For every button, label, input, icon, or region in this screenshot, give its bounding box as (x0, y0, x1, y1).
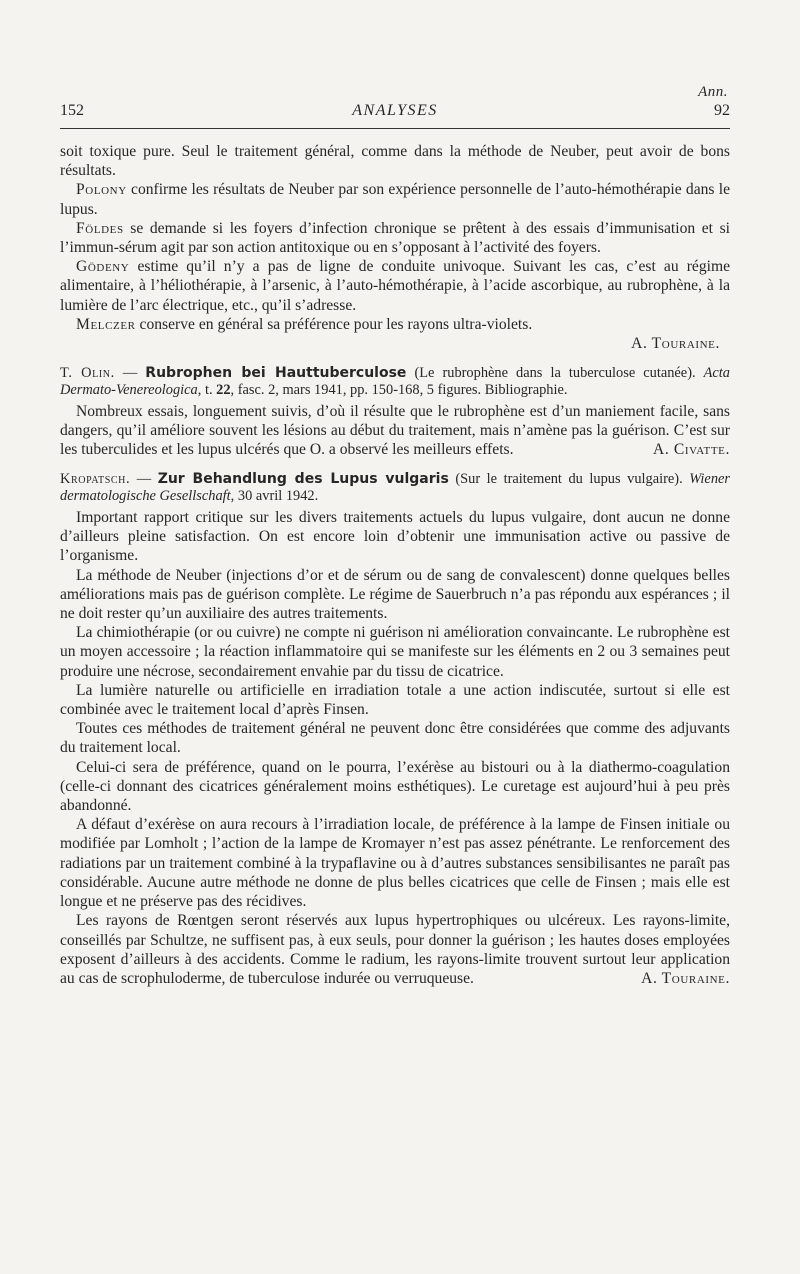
intro-paragraph-3 (60, 219, 730, 257)
entry-translation: (Le rubrophène dans la tuberculose cutanée). (406, 365, 704, 382)
author-name: Melczer (76, 315, 136, 333)
journal-name: Wiener dermatologische Gesellschaft (60, 471, 730, 505)
entry-author: Kropatsch. (60, 471, 131, 488)
review-entry-olin (60, 365, 730, 459)
page-number: 152 (60, 102, 84, 119)
running-header (60, 102, 730, 122)
entry-author: T. Olin. (60, 365, 115, 382)
entry-title: Zur Behandlung des Lupus vulgaris (157, 471, 449, 488)
entry-translation: (Sur le traitement du lupus vulgaire). (448, 471, 690, 488)
entry-body (60, 402, 730, 460)
body-paragraph: La lumière naturelle ou artificielle en irradiation totale a une action indiscutée, surtout si elle est combinée avec le traitement local d’après Finsen. (60, 681, 730, 719)
review-entry-kropatsch (60, 471, 730, 988)
reference-text: , fasc. 2, mars 1941, pp. 150-168, 5 figures. Bibliographie. (230, 382, 568, 399)
journal-name: Acta Dermato-Venereologica (60, 365, 730, 399)
body-paragraph-last (60, 911, 730, 988)
paragraph-text: se demande si les foyers d’infection chronique se prêtent à des essais d’immunisation et si l’immun-sérum agit par son action antitoxique ou en s’opposant à l’activité des foyers. (60, 219, 730, 257)
paragraph-text: estime qu’il n’y a pas de ligne de conduite univoque. Suivant les cas, c’est au régime alimentaire, à l’héliothérapie, à l’arsenic, à l’auto-hémothérapie, à l’acide ascorbique, au rubrophène, à la lumière de l’arc électrique, etc., qu’il s’adresse. (60, 258, 730, 314)
annotation-ann: Ann. (698, 84, 728, 100)
author-name: Földes (76, 219, 124, 237)
paragraph-text: conserve en général sa préférence pour les rayons ultra-violets. (135, 315, 533, 333)
signature (60, 334, 730, 353)
section-title: ANALYSES (352, 102, 438, 119)
intro-paragraph-5 (60, 315, 730, 334)
signature-text: A. Touraine. (631, 335, 720, 353)
page-content (60, 142, 730, 988)
intro-paragraph-4 (60, 257, 730, 315)
paragraph-text: confirme les résultats de Neuber par son expérience personnelle de l’auto-hémothérapie dans le lupus. (60, 181, 730, 218)
body-paragraph: Important rapport critique sur les divers traitements actuels du lupus vulgaire, dont aucun ne donne d’ailleurs pleine satisfaction. On est encore loin d’obtenir une immunisation active ou passive de l’organisme. (60, 509, 730, 565)
body-paragraph: Toutes ces méthodes de traitement général ne peuvent donc être considérées que comme des adjuvants du traitement local. (60, 720, 730, 757)
signature: A. Civatte. (652, 441, 730, 459)
body-paragraph: A défaut d’exérèse on aura recours à l’irradiation locale, de préférence à la lampe de Finsen initiale ou modifiée par Lomholt ; l’action de la lampe de Kromayer n’est pas assez pénétrante. Le renforcement des radiations par un traitement combiné à la trypaflavine ou à d’autres substances sensibilisantes ne paraît pas considérable. Aucune autre méthode ne donne de plus belles cicatrices que celle de Finsen ; mais elle est longue et ne préserve pas des récidives. (60, 816, 730, 911)
entry-body (60, 508, 730, 988)
entry-heading (60, 471, 730, 505)
author-name: Gödeny (76, 258, 130, 276)
header-rule (60, 128, 730, 129)
reference-text: , t. (197, 382, 217, 399)
author-name: Polony (76, 181, 127, 199)
body-paragraph: La méthode de Neuber (injections d’or et de sérum ou de sang de convalescent) donne quelques belles améliorations mais pas de guérison complète. Le régime de Sauerbruch n’a pas répondu aux espérances ; il ne doit rester qu’un auxiliaire des autres traitements. (60, 566, 730, 623)
dash: — (130, 471, 158, 488)
paragraph-text: Nombreux essais, longuement suivis, d’où il résulte que le rubrophène est d’un maniement facile, sans dangers, qu’il améliore souvent les lésions au début du traitement, mais n’amène pas la guérison. C’est sur les tuberculides et les lupus ulcérés que O. a observé les meilleurs effets. (60, 402, 730, 459)
entry-heading (60, 365, 730, 399)
intro-paragraph-1: soit toxique pure. Seul le traitement général, comme dans la méthode de Neuber, peut avoir de bons résultats. (60, 143, 730, 180)
reference-text: , 30 avril 1942. (230, 488, 319, 505)
volume-number: 22 (216, 382, 231, 399)
dash: — (114, 365, 146, 382)
volume-number: 92 (714, 102, 730, 119)
signature: A. Touraine. (641, 969, 730, 987)
body-paragraph: Celui-ci sera de préférence, quand on le pourra, l’exérèse au bistouri ou à la diathermo-coagulation (celle-ci donnant des cicatrices généralement moins esthétiques). Le curetage est aujourd’hui à peu près abandonné. (60, 758, 730, 815)
body-paragraph: La chimiothérapie (or ou cuivre) ne compte ni guérison ni amélioration convaincante. Le rubrophène est un moyen accessoire ; la réaction inflammatoire qui se manifeste sur les éléments en 2 ou 3 semaines peut produire une nécrose, secondairement envahie par du tissu de cicatrice. (60, 624, 730, 680)
intro-paragraph-2 (60, 180, 730, 218)
entry-title: Rubrophen bei Hauttuberculose (145, 365, 407, 382)
paragraph-text: Les rayons de Rœntgen seront réservés aux lupus hypertrophiques ou ulcéreux. Les rayons-limite, conseillés par Schultze, ne suffisent pas, à eux seuls, pour donner la guérison ; les hautes doses employées exposent d’ailleurs à des accidents. Comme le radium, les rayons-limite trouvent surtout leur application au cas de scrophuloderme, de tuberculose indurée ou verruqueuse. (60, 912, 730, 987)
